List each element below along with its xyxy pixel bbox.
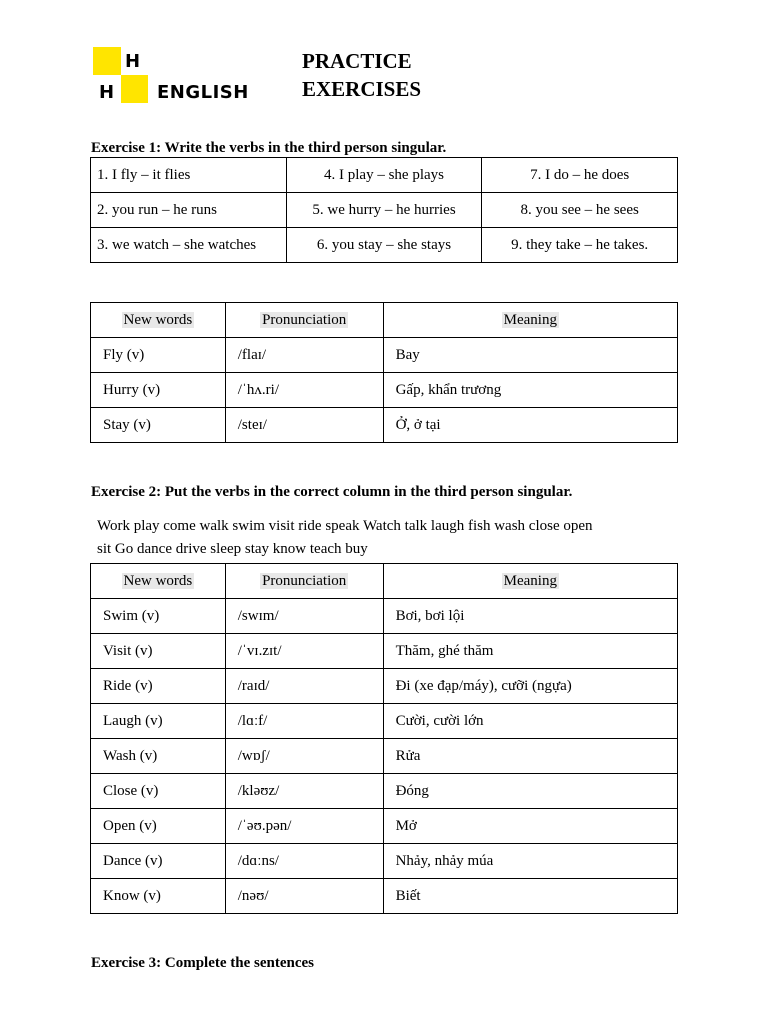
table-cell: Đi (xe đạp/máy), cưỡi (ngựa) xyxy=(383,669,677,704)
table-cell: Dance (v) xyxy=(91,844,226,879)
logo-square xyxy=(121,75,148,103)
vocabulary-row xyxy=(91,599,678,634)
table-cell: Open (v) xyxy=(91,809,226,844)
table-cell: Thăm, ghé thăm xyxy=(383,634,677,669)
vocabulary-row xyxy=(91,634,678,669)
table-cell: Rửa xyxy=(383,739,677,774)
table-cell: 5. we hurry – he hurries xyxy=(286,193,482,228)
exercise-3-heading: Exercise 3: Complete the sentences xyxy=(91,955,314,971)
exercise-row xyxy=(91,158,678,193)
table-header-row xyxy=(91,564,678,599)
table-cell: /dɑːns/ xyxy=(225,844,383,879)
table-cell: /kləʊz/ xyxy=(225,774,383,809)
table-cell: 2. you run – he runs xyxy=(91,193,287,228)
table-cell: Bơi, bơi lội xyxy=(383,599,677,634)
header-new-words: New words xyxy=(91,303,226,338)
vocabulary-row xyxy=(91,338,678,373)
logo-letter: H xyxy=(125,51,141,72)
table-cell: 9. they take – he takes. xyxy=(482,228,678,263)
table-cell: /lɑːf/ xyxy=(225,704,383,739)
table-cell: 1. I fly – it flies xyxy=(91,158,287,193)
table-cell: /swɪm/ xyxy=(225,599,383,634)
vocabulary-row xyxy=(91,879,678,914)
table-cell: /ˈvɪ.zɪt/ xyxy=(225,634,383,669)
table-cell: /flaɪ/ xyxy=(225,338,383,373)
table-cell: Close (v) xyxy=(91,774,226,809)
exercise-row xyxy=(91,228,678,263)
logo-wordmark: ENGLISH xyxy=(157,82,249,103)
verb-list xyxy=(97,515,657,561)
table-cell: /wɒʃ/ xyxy=(225,739,383,774)
verb-list-line: Work play come walk swim visit ride speak Watch talk laugh fish wash close open xyxy=(97,518,593,534)
table-cell: Know (v) xyxy=(91,879,226,914)
vocabulary-row xyxy=(91,844,678,879)
table-cell: Swim (v) xyxy=(91,599,226,634)
table-cell: Visit (v) xyxy=(91,634,226,669)
table-cell: Laugh (v) xyxy=(91,704,226,739)
exercise-1-table xyxy=(90,157,678,263)
table-cell: Ride (v) xyxy=(91,669,226,704)
exercise-2-heading: Exercise 2: Put the verbs in the correct column in the third person singular. xyxy=(91,484,573,500)
table-cell: /nəʊ/ xyxy=(225,879,383,914)
verb-list-line: sit Go dance drive sleep stay know teach buy xyxy=(97,541,368,557)
title-line: PRACTICE xyxy=(302,49,412,73)
table-cell: Nhảy, nhảy múa xyxy=(383,844,677,879)
header-pronunciation: Pronunciation xyxy=(225,564,383,599)
table-cell: /raɪd/ xyxy=(225,669,383,704)
vocabulary-table-1 xyxy=(90,302,678,443)
table-cell: 4. I play – she plays xyxy=(286,158,482,193)
vocabulary-row xyxy=(91,739,678,774)
vocabulary-row xyxy=(91,373,678,408)
table-cell: Wash (v) xyxy=(91,739,226,774)
vocabulary-row xyxy=(91,669,678,704)
table-cell: 8. you see – he sees xyxy=(482,193,678,228)
table-cell: Ở, ở tại xyxy=(383,408,677,443)
table-cell: Mở xyxy=(383,809,677,844)
header-meaning: Meaning xyxy=(383,303,677,338)
logo-square xyxy=(93,47,121,75)
vocabulary-row xyxy=(91,774,678,809)
table-cell: Cười, cười lớn xyxy=(383,704,677,739)
vocabulary-row xyxy=(91,809,678,844)
table-cell: 6. you stay – she stays xyxy=(286,228,482,263)
title-line: EXERCISES xyxy=(302,77,422,101)
vocabulary-table-2 xyxy=(90,563,678,914)
table-cell: 7. I do – he does xyxy=(482,158,678,193)
h-english-logo xyxy=(93,47,253,107)
table-header-row xyxy=(91,303,678,338)
exercise-1-heading: Exercise 1: Write the verbs in the third person singular. xyxy=(91,140,447,156)
exercise-row xyxy=(91,193,678,228)
table-cell: /ˈhʌ.ri/ xyxy=(225,373,383,408)
table-cell: /ˈəʊ.pən/ xyxy=(225,809,383,844)
table-cell: Biết xyxy=(383,879,677,914)
table-cell: Đóng xyxy=(383,774,677,809)
header-pronunciation: Pronunciation xyxy=(225,303,383,338)
header-meaning: Meaning xyxy=(383,564,677,599)
table-cell: Hurry (v) xyxy=(91,373,226,408)
table-cell: Stay (v) xyxy=(91,408,226,443)
header-new-words: New words xyxy=(91,564,226,599)
table-cell: Bay xyxy=(383,338,677,373)
page-title xyxy=(302,47,421,103)
table-cell: 3. we watch – she watches xyxy=(91,228,287,263)
table-cell: Gấp, khẩn trương xyxy=(383,373,677,408)
table-cell: /steɪ/ xyxy=(225,408,383,443)
logo-letter: H xyxy=(99,82,115,103)
vocabulary-row xyxy=(91,704,678,739)
vocabulary-row xyxy=(91,408,678,443)
table-cell: Fly (v) xyxy=(91,338,226,373)
